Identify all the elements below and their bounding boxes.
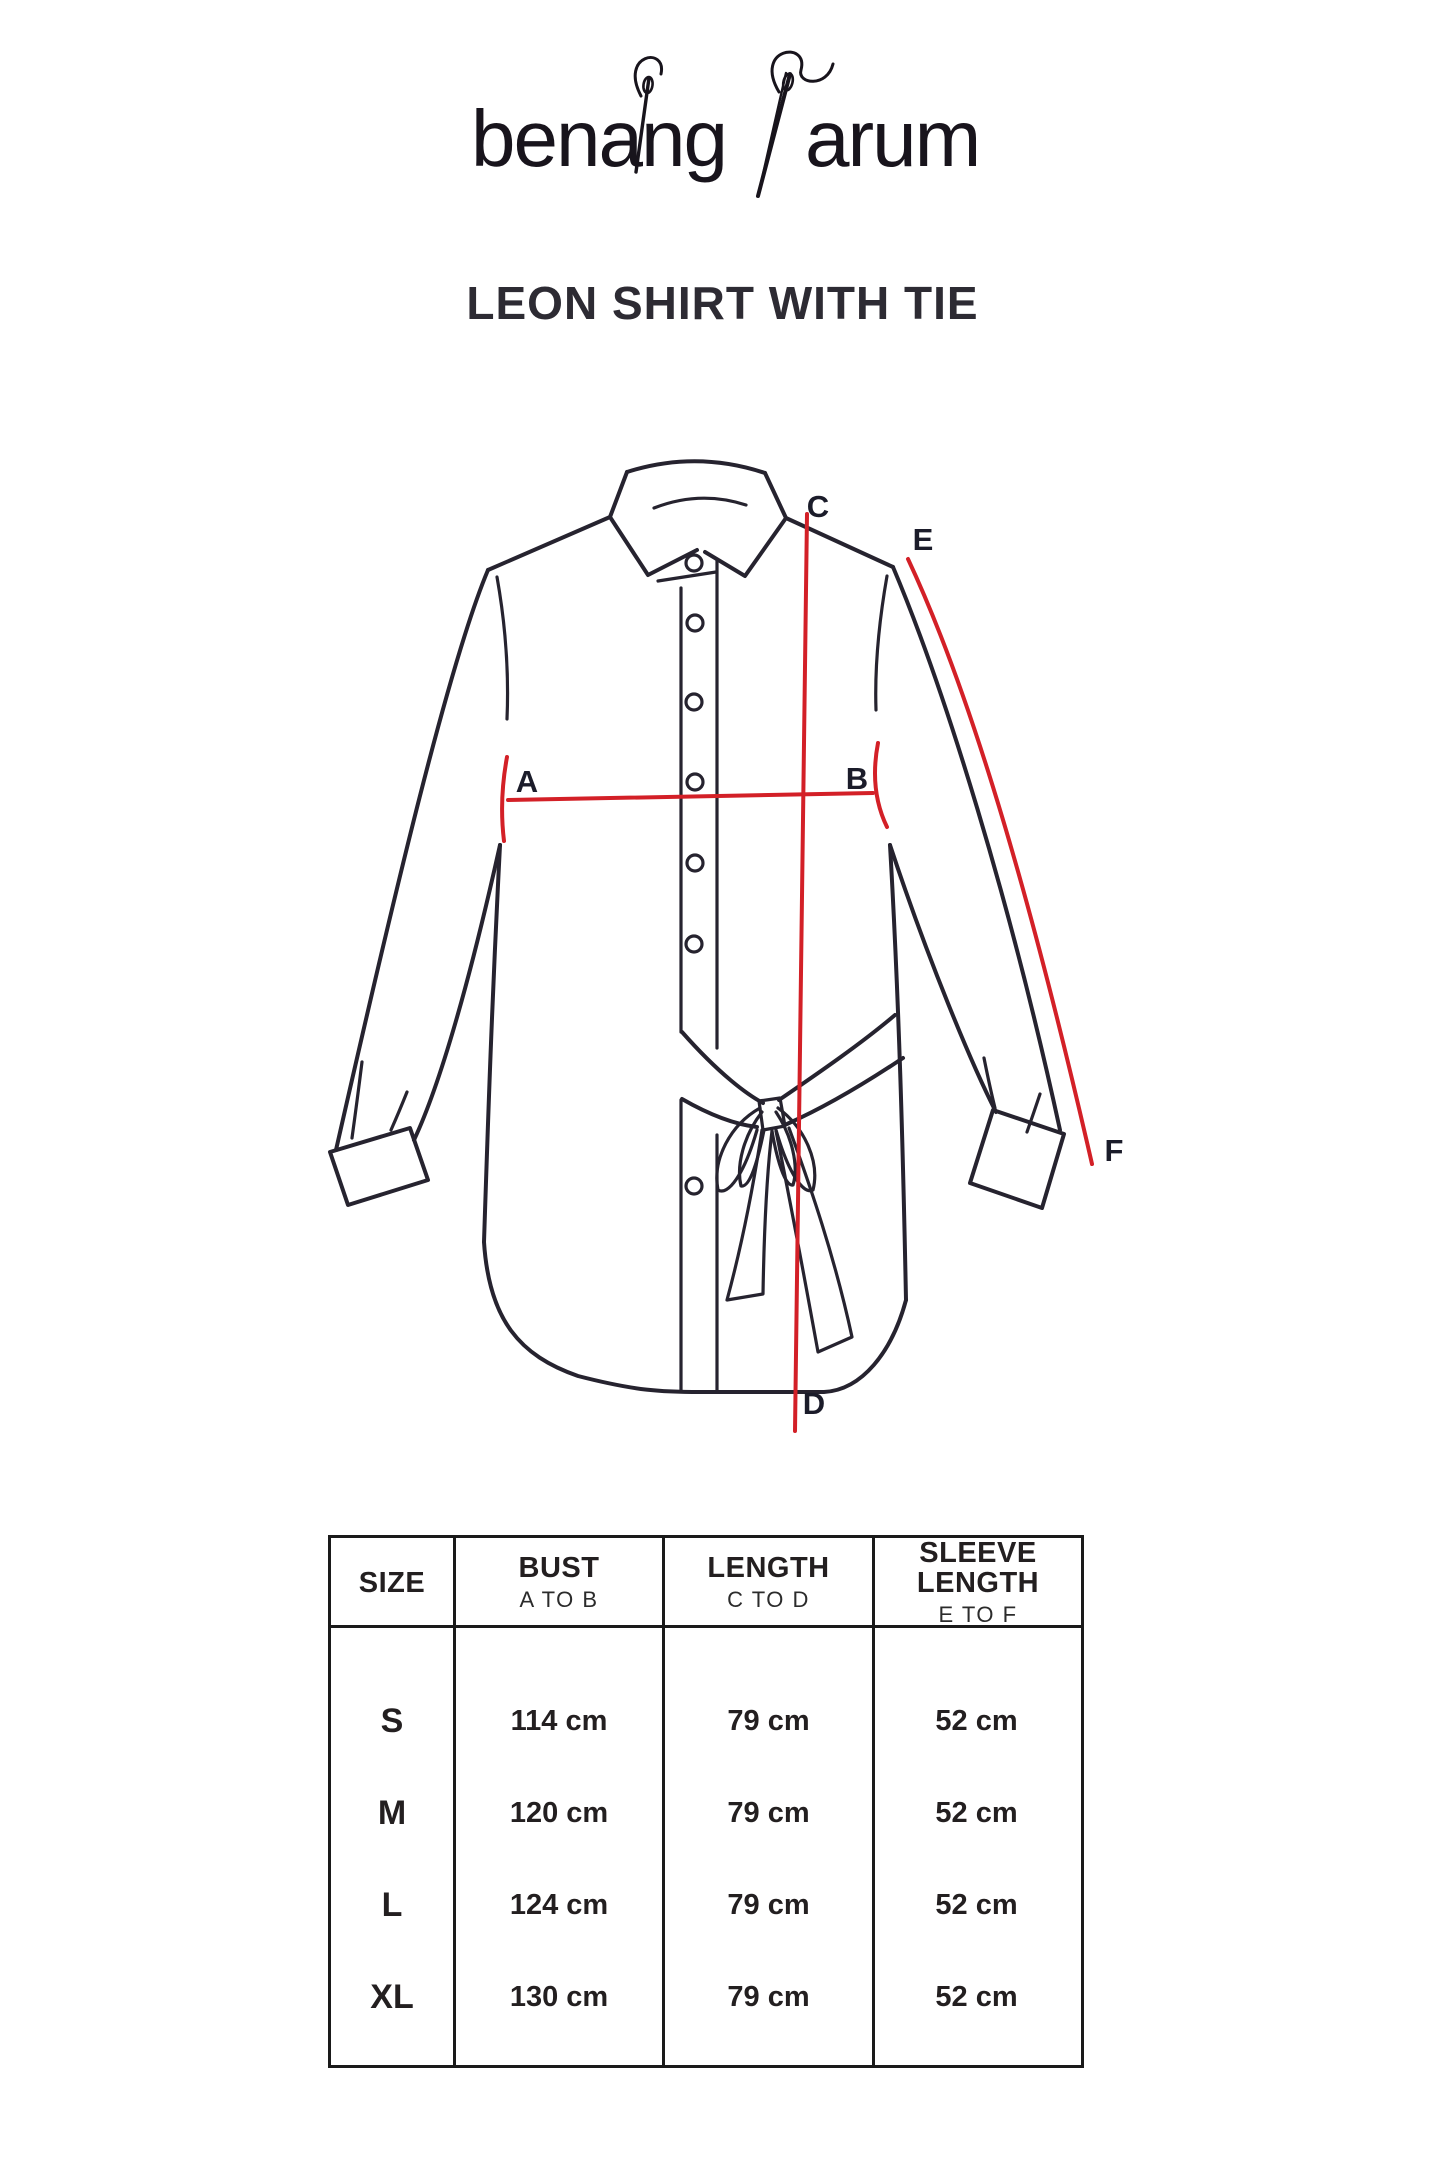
header-size: SIZE bbox=[331, 1538, 456, 1628]
label-d: D bbox=[802, 1386, 826, 1421]
size-table-body bbox=[331, 1628, 1081, 2068]
shirt-collar bbox=[610, 461, 786, 576]
shirt-shoulders bbox=[488, 517, 893, 570]
label-f: F bbox=[1104, 1133, 1124, 1168]
table-row-m: M 120 cm 79 cm 52 cm bbox=[377, 1793, 1018, 1832]
table-row-l: L 124 cm 79 cm 52 cm bbox=[381, 1885, 1018, 1924]
shirt-right-sleeve bbox=[876, 567, 1064, 1208]
brand-word-benang: benang bbox=[470, 94, 726, 183]
label-b: B bbox=[845, 761, 869, 796]
label-c: C bbox=[806, 489, 830, 524]
header-bust: BUST A TO B bbox=[456, 1538, 665, 1628]
size-table-header bbox=[331, 1538, 1081, 1628]
size-table bbox=[328, 1535, 1084, 2068]
column-divider bbox=[453, 1628, 456, 2068]
measurement-lines bbox=[502, 514, 1092, 1431]
header-sleeve-length: SLEEVE LENGTH E TO F bbox=[916, 1537, 1040, 1627]
brand-word-arum: arum bbox=[804, 94, 979, 183]
waist-tie-bow bbox=[682, 1015, 903, 1352]
column-divider bbox=[662, 1628, 665, 2068]
measurement-labels bbox=[516, 489, 1124, 1421]
bust-bracket-a bbox=[502, 757, 507, 841]
bust-line-a-b bbox=[508, 793, 873, 800]
label-a: A bbox=[515, 764, 539, 799]
page-title: LEON SHIRT WITH TIE bbox=[466, 277, 979, 329]
shirt-buttons bbox=[686, 555, 703, 1194]
label-e: E bbox=[912, 522, 934, 557]
column-divider bbox=[872, 1628, 875, 2068]
shirt-body bbox=[484, 845, 906, 1392]
shirt-left-sleeve bbox=[330, 570, 508, 1205]
length-line-c-d bbox=[795, 514, 807, 1431]
sleeve-line-e-f bbox=[908, 559, 1092, 1164]
bust-bracket-b bbox=[875, 743, 887, 827]
brand-logo bbox=[453, 44, 993, 214]
table-row-xl: XL 130 cm 79 cm 52 cm bbox=[370, 1977, 1018, 2016]
shirt-diagram bbox=[230, 330, 1140, 1460]
table-row-s: S 114 cm 79 cm 52 cm bbox=[380, 1701, 1018, 1740]
shirt-placket bbox=[658, 560, 717, 1390]
header-length: LENGTH C TO D bbox=[665, 1538, 875, 1628]
